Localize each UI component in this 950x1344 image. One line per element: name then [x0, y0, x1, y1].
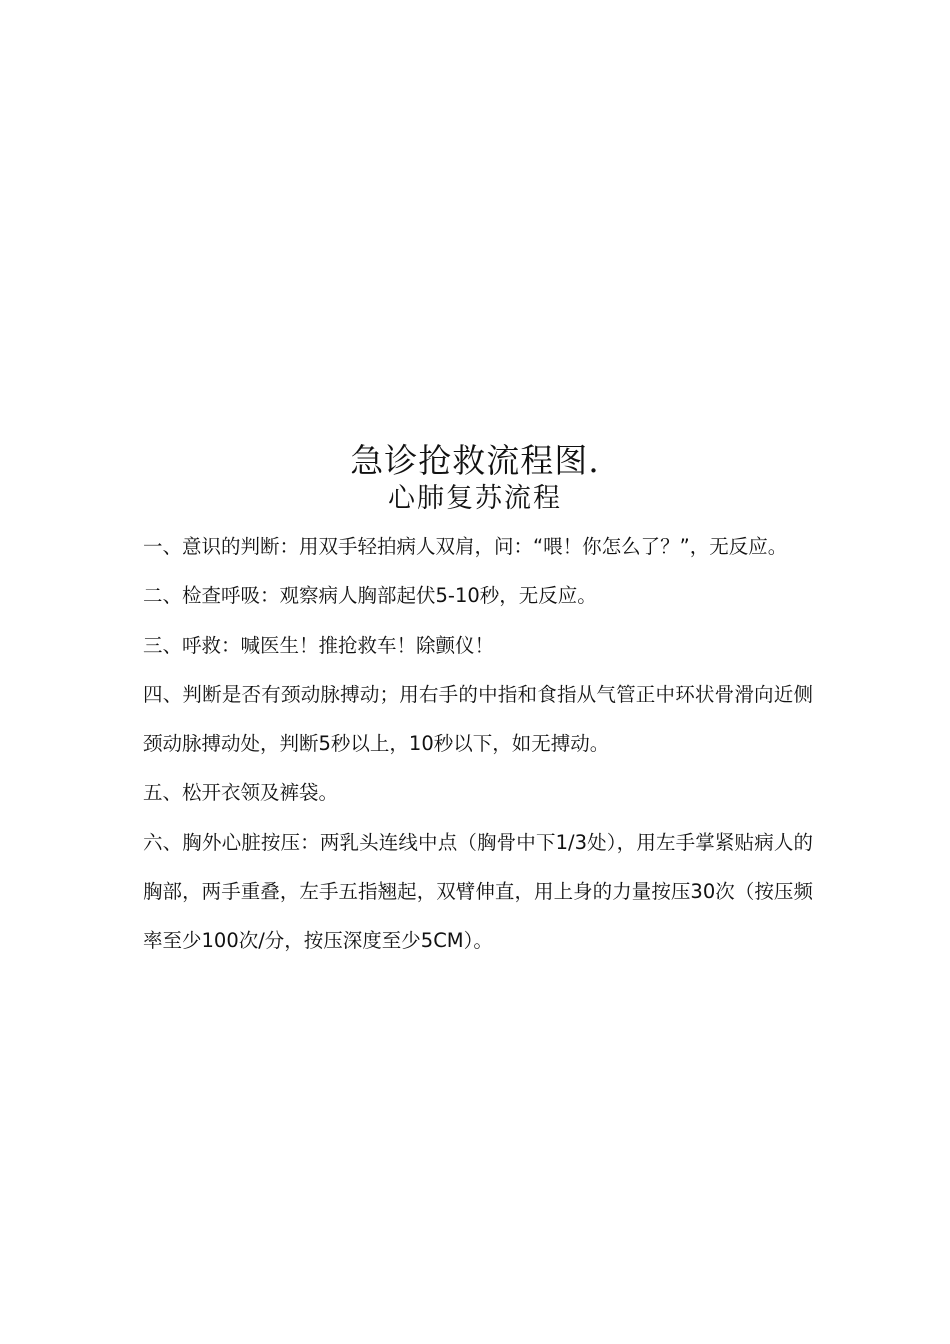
document-body	[143, 522, 813, 966]
paragraph-step-3: 三、呼救：喊医生！推抢救车！除颤仪！	[143, 633, 495, 657]
title-block	[0, 440, 950, 516]
paragraph-step-5: 五、松开衣领及裤袋。	[143, 781, 339, 805]
paragraph-step-2: 二、检查呼吸：观察病人胸部起伏5-10秒，无反应。	[143, 584, 597, 608]
page-title: 急诊抢救流程图.	[350, 441, 600, 480]
paragraph-step-4: 四、判断是否有颈动脉搏动；用右手的中指和食指从气管正中环状骨滑向近侧颈动脉搏动处，判断5秒以上，10秒以下，如无搏动。	[143, 682, 813, 756]
paragraph-step-1: 一、意识的判断：用双手轻拍病人双肩，问：“喂！你怎么了？”，无反应。	[143, 535, 788, 558]
paragraph-step-6: 六、胸外心脏按压：两乳头连线中点（胸骨中下1/3处），用左手掌紧贴病人的胸部，两手重叠，左手五指翘起，双臂伸直，用上身的力量按压30次（按压频率至少100次/分，按压深度至少5CM）。	[143, 830, 813, 953]
page-subtitle: 心肺复苏流程	[388, 483, 562, 514]
